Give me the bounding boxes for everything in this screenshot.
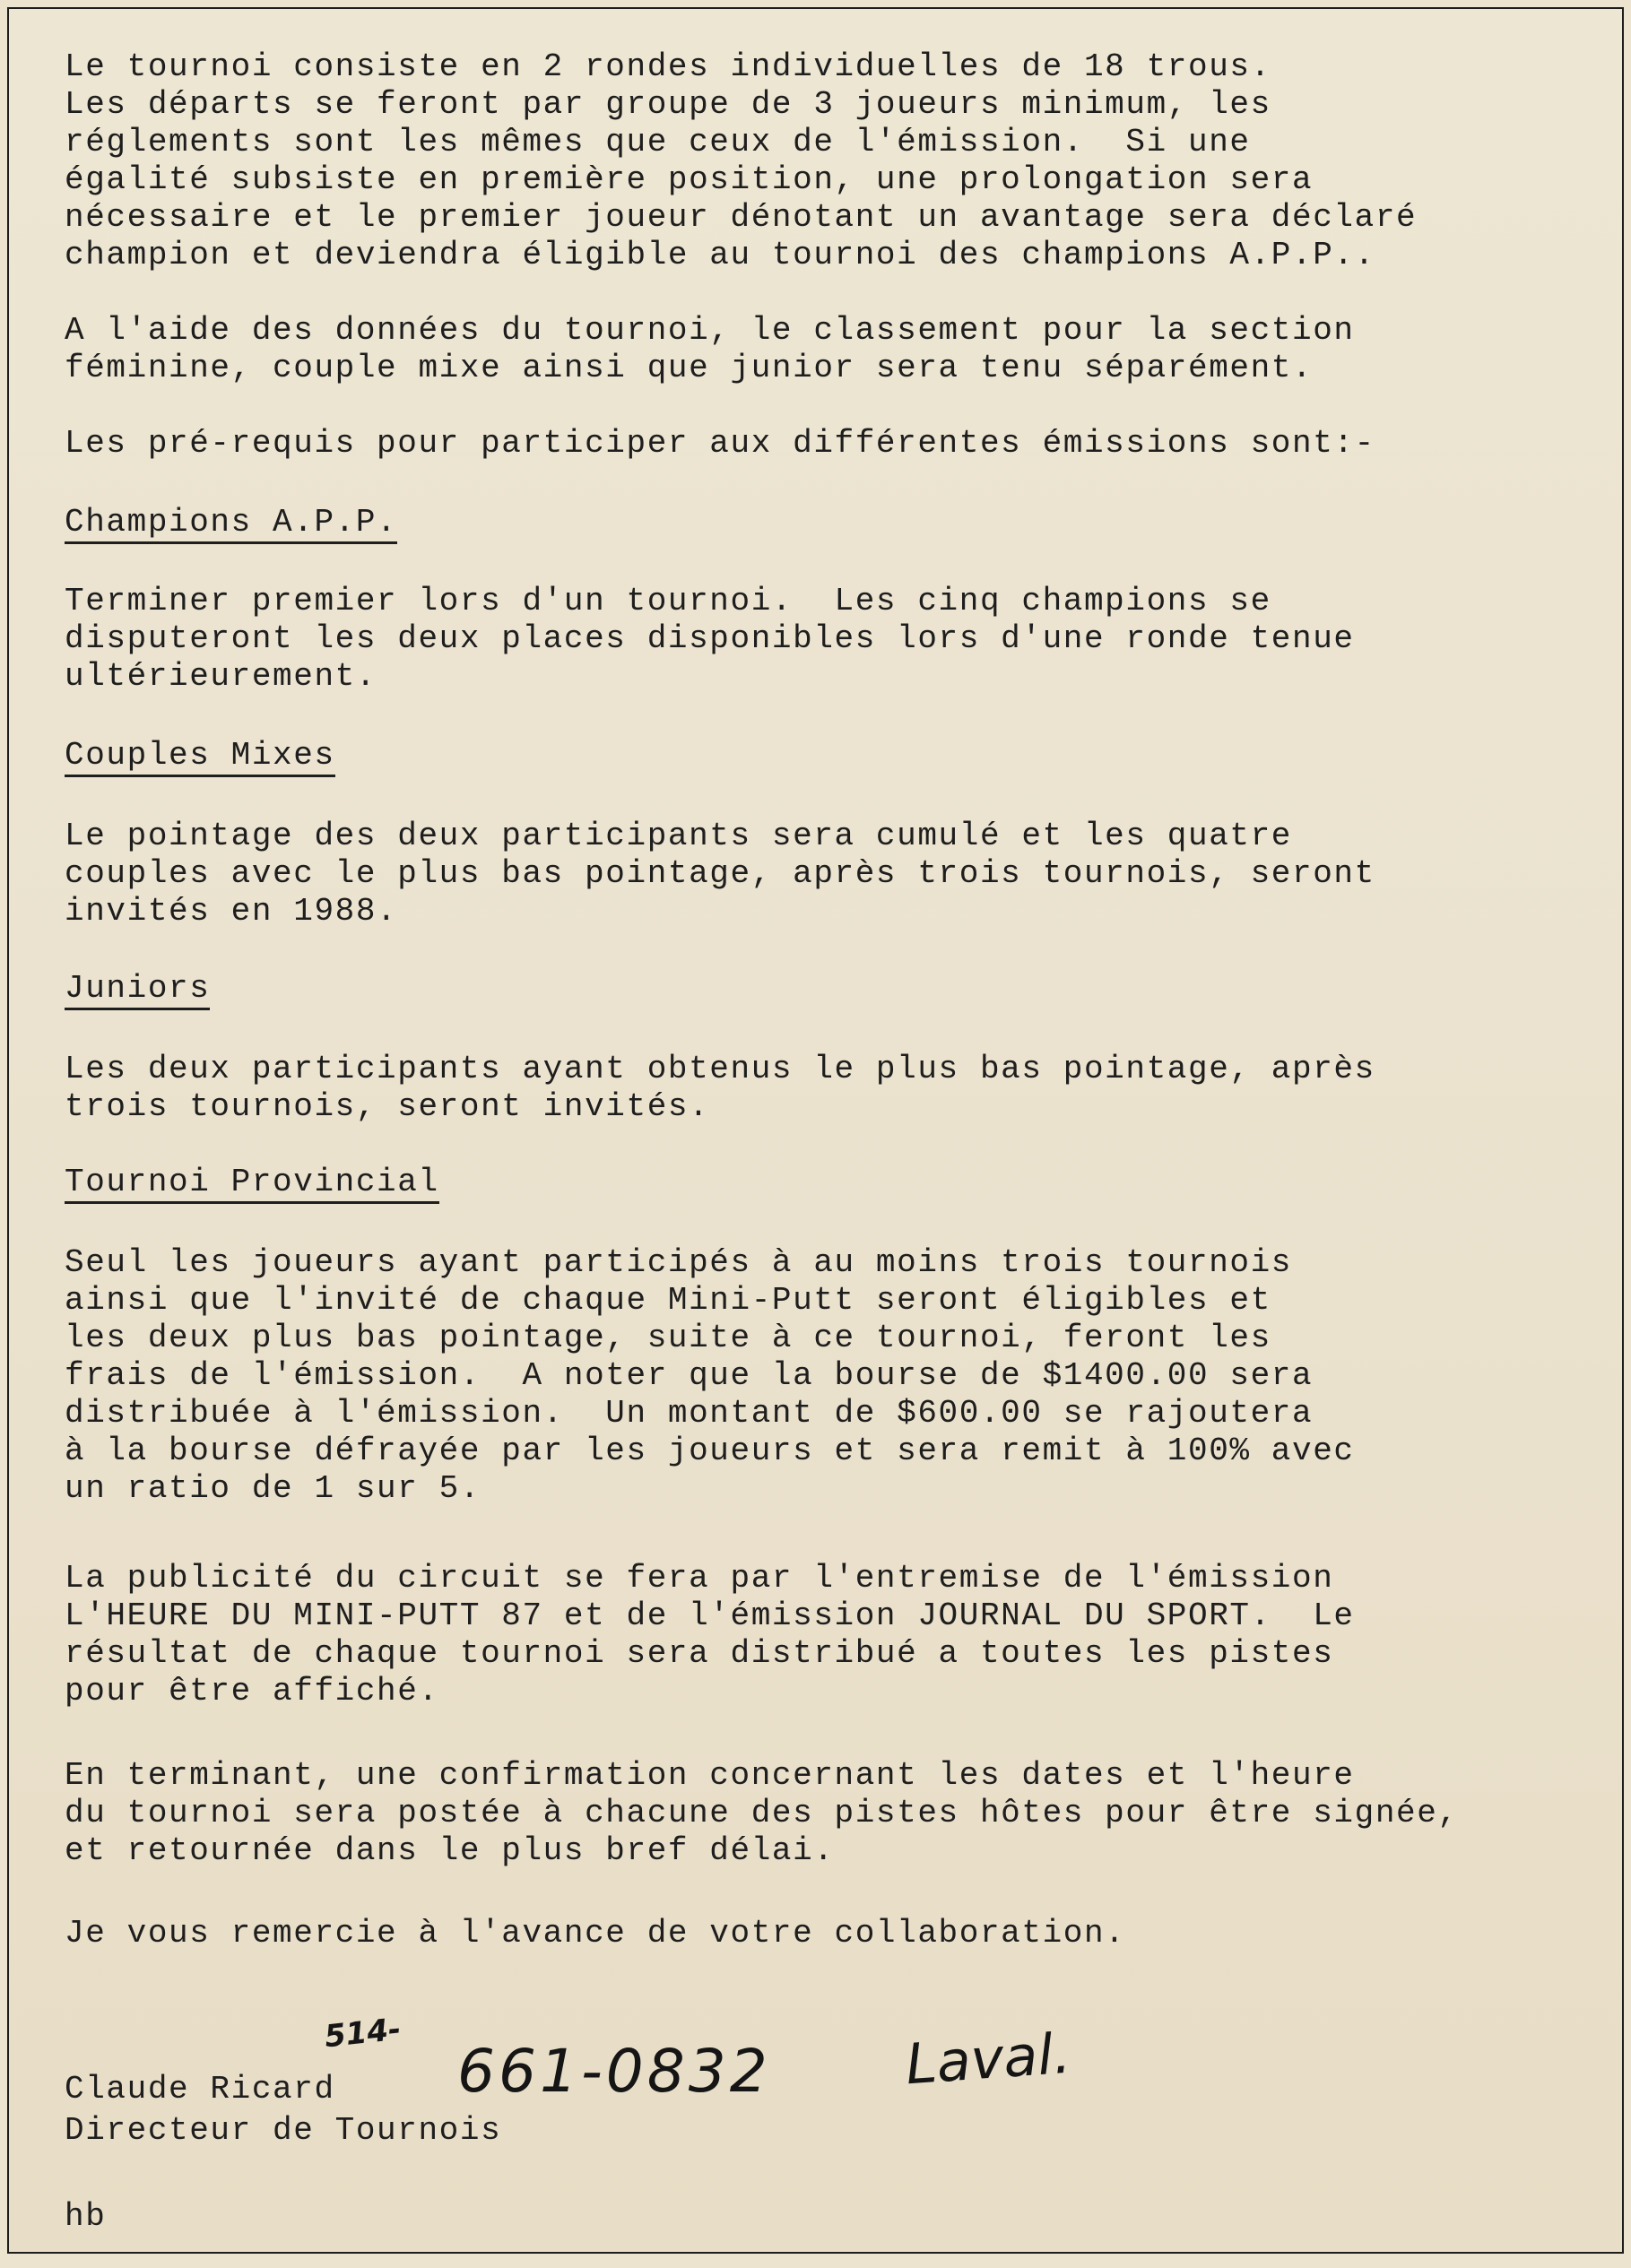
champions-paragraph: Terminer premier lors d'un tournoi. Les cinq champions se disputeront les deux places disponibles lors d'une ronde tenue ultérieurement.: [65, 583, 1355, 695]
provincial-paragraph: Seul les joueurs ayant participés à au moins trois tournois ainsi que l'invité de chaque Mini-Putt seront éligibles et les deux plus bas pointage, suite à ce tournoi, feront les frais de l'émission. A noter que la bourse de $1400.00 sera distribuée à l'émission. Un montant de $600.00 se rajoutera à la bourse défrayée par les joueurs et sera remit à 100% avec un ratio de 1 sur 5.: [65, 1244, 1355, 1507]
prerequisites-paragraph: Les pré-requis pour participer aux différentes émissions sont:-: [65, 425, 1375, 462]
couples-paragraph: Le pointage des deux participants sera cumulé et les quatre couples avec le plus bas pointage, après trois tournois, seront invités en 1988.: [65, 818, 1375, 930]
juniors-paragraph: Les deux participants ayant obtenus le plus bas pointage, après trois tournois, seront invités.: [65, 1051, 1375, 1125]
publicity-paragraph: La publicité du circuit se fera par l'entremise de l'émission L'HEURE DU MINI-PUTT 87 et de l'émission JOURNAL DU SPORT. Le résultat de chaque tournoi sera distribué a toutes les pistes pour être affiché.: [65, 1560, 1355, 1710]
thanks-paragraph: Je vous remercie à l'avance de votre collaboration.: [65, 1915, 1126, 1952]
signature-title: Directeur de Tournois: [65, 2112, 502, 2149]
provincial-heading: Tournoi Provincial: [65, 1164, 439, 1204]
champions-heading: Champions A.P.P.: [65, 504, 397, 544]
handwritten-phone-number: 661-0832: [457, 2037, 771, 2106]
couples-heading: Couples Mixes: [65, 737, 335, 777]
intro-paragraph: Le tournoi consiste en 2 rondes individuelles de 18 trous. Les départs se feront par groupe de 3 joueurs minimum, les réglements sont les mêmes que ceux de l'émission. Si une égalité subsiste en première position, une prolongation sera nécessaire et le premier joueur dénotant un avantage sera déclaré champion et deviendra éligible au tournoi des champions A.P.P..: [65, 48, 1418, 273]
handwritten-city: Laval.: [903, 2020, 1073, 2098]
typist-initials: hb: [65, 2198, 107, 2235]
signature-name: Claude Ricard: [65, 2071, 335, 2108]
juniors-heading: Juniors: [65, 970, 210, 1010]
classification-paragraph: A l'aide des données du tournoi, le classement pour la section féminine, couple mixe ainsi que junior sera tenu séparément.: [65, 312, 1355, 386]
closing-paragraph: En terminant, une confirmation concernant les dates et l'heure du tournoi sera postée à chacune des pistes hôtes pour être signée, et retournée dans le plus bref délai.: [65, 1757, 1459, 1869]
handwritten-area-code: 514-: [323, 2011, 403, 2056]
document-page: [7, 7, 1624, 2254]
